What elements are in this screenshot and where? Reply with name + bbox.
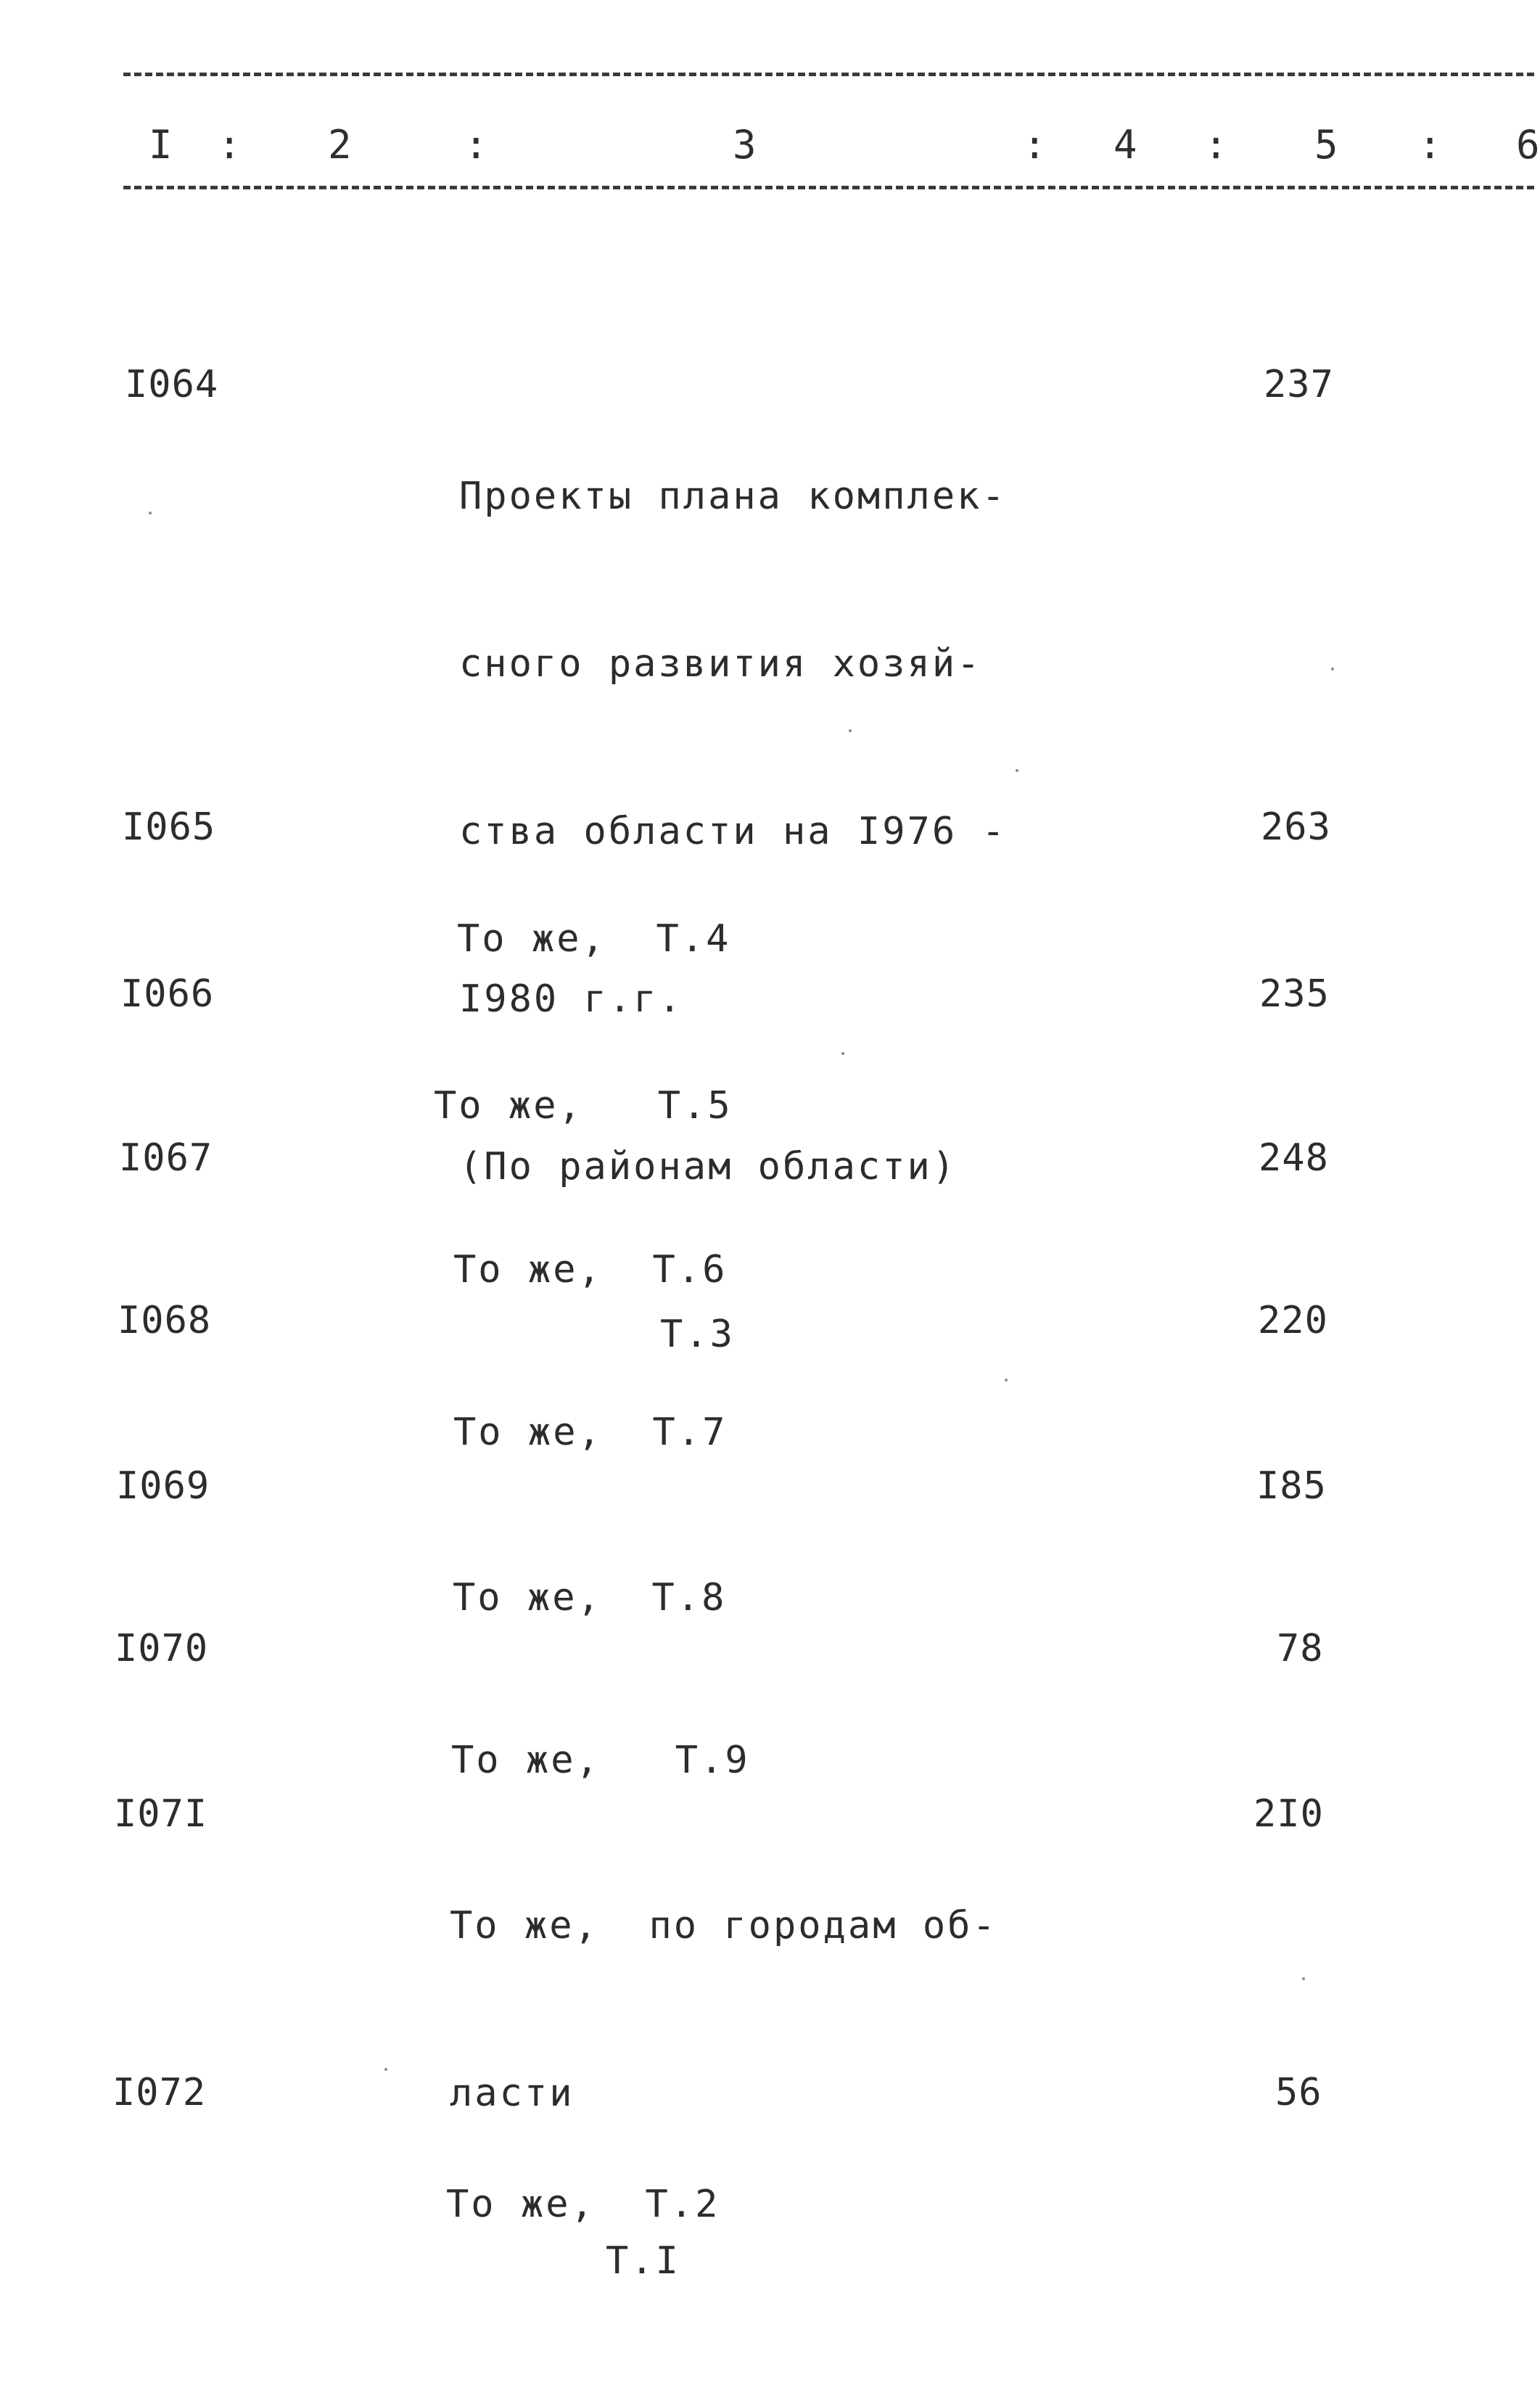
entry-title bbox=[446, 2065, 720, 2344]
title-line: То же, Т.2 bbox=[446, 2183, 720, 2226]
column-separator: : bbox=[218, 122, 242, 168]
title-line: То же, по городам об- bbox=[450, 1904, 997, 1948]
sheet-count: 2I0 bbox=[1253, 1792, 1324, 1836]
column-header-3: 3 bbox=[733, 122, 757, 168]
column-separator: : bbox=[1023, 122, 1047, 168]
scan-speck bbox=[149, 512, 152, 514]
inventory-entry bbox=[0, 966, 1534, 1128]
inventory-entry bbox=[0, 1293, 1534, 1454]
title-line: ства области на I976 - bbox=[459, 810, 1007, 853]
title-line: ласти bbox=[450, 2072, 575, 2115]
entry-number: I07I bbox=[114, 1792, 208, 1836]
volume-label: Т.3 bbox=[660, 1313, 735, 1356]
title-line: То же, Т.7 bbox=[453, 1411, 728, 1454]
volume-label: Т.I bbox=[606, 2239, 680, 2283]
scan-speck bbox=[849, 729, 852, 732]
sheet-count: 56 bbox=[1275, 2071, 1322, 2114]
column-separator: : bbox=[1418, 122, 1442, 168]
inventory-entry bbox=[0, 2065, 1534, 2226]
entry-number: I072 bbox=[112, 2071, 207, 2114]
inventory-entry bbox=[0, 1621, 1534, 1782]
title-line: сного развития хозяй- bbox=[459, 642, 982, 686]
title-line: То же, Т.5 bbox=[434, 1084, 733, 1128]
header-top-rule bbox=[123, 73, 1534, 76]
scan-speck bbox=[1331, 668, 1334, 670]
sheet-count: 78 bbox=[1277, 1627, 1324, 1670]
column-header-row bbox=[0, 116, 1540, 174]
sheet-count: 235 bbox=[1259, 972, 1330, 1016]
inventory-entry bbox=[0, 1458, 1534, 1620]
scan-speck bbox=[384, 2068, 387, 2071]
scan-speck bbox=[841, 1052, 844, 1055]
column-header-6: 6 bbox=[1516, 122, 1540, 168]
title-line: То же, Т.6 bbox=[453, 1248, 728, 1292]
inventory-entry bbox=[0, 1130, 1534, 1292]
column-header-1: I bbox=[149, 122, 173, 168]
column-separator: : bbox=[464, 122, 488, 168]
title-line: То же, Т.8 bbox=[453, 1576, 727, 1620]
title-line: То же, Т.9 bbox=[451, 1739, 750, 1782]
entry-number: I064 bbox=[125, 363, 219, 406]
entry-number: I068 bbox=[118, 1299, 212, 1342]
title-line: Проекты плана комплек- bbox=[459, 475, 1007, 518]
sheet-count: 237 bbox=[1264, 363, 1334, 406]
sheet-count: 220 bbox=[1258, 1299, 1328, 1342]
entry-number: I065 bbox=[122, 805, 216, 849]
header-bottom-rule bbox=[123, 186, 1534, 189]
title-line: То же, Т.4 bbox=[457, 917, 731, 961]
column-header-2: 2 bbox=[328, 122, 352, 168]
entry-number: I067 bbox=[119, 1136, 213, 1180]
entry-number: I070 bbox=[115, 1627, 209, 1670]
sheet-count: 248 bbox=[1259, 1136, 1329, 1180]
column-separator: : bbox=[1204, 122, 1228, 168]
inventory-entry bbox=[0, 800, 1534, 961]
title-line: (По районам области) bbox=[459, 1145, 958, 1189]
column-header-4: 4 bbox=[1113, 122, 1137, 168]
entry-number: I069 bbox=[116, 1464, 210, 1508]
scan-speck bbox=[1016, 769, 1018, 772]
scan-speck bbox=[1302, 1977, 1305, 1980]
scan-speck bbox=[1005, 1379, 1008, 1382]
title-line: I980 г.г. bbox=[459, 977, 683, 1021]
column-header-5: 5 bbox=[1314, 122, 1338, 168]
sheet-count: I85 bbox=[1256, 1464, 1327, 1508]
entry-number: I066 bbox=[120, 972, 215, 1016]
sheet-count: 263 bbox=[1261, 805, 1331, 849]
